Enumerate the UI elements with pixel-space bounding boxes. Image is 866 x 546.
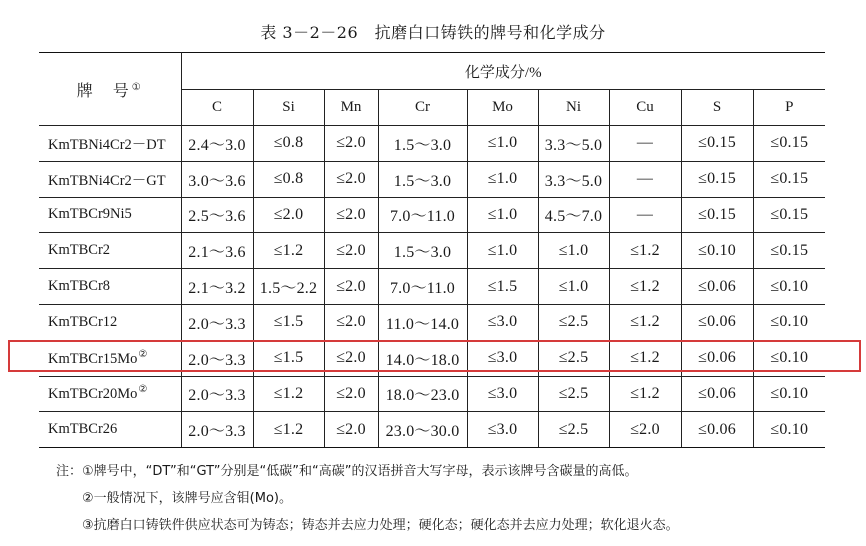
value-cell-cu: ≤1.2 [609, 304, 681, 340]
grade-name: KmTBCr26 [48, 421, 118, 438]
grade-name: KmTBCr15Mo [48, 350, 138, 367]
value-cell-si: ≤0.8 [253, 161, 324, 197]
table-row [39, 197, 825, 233]
value-cell-mo: ≤3.0 [467, 340, 538, 376]
value-cell-mn: ≤2.0 [324, 304, 378, 340]
composition-header: 化学成分/% [181, 53, 825, 90]
table-row [39, 412, 825, 448]
value-cell-si: ≤1.2 [253, 412, 324, 448]
value-cell-cu: ≤1.2 [609, 233, 681, 269]
element-header-p: P [753, 90, 825, 126]
value-cell-s: ≤0.15 [681, 126, 753, 162]
composition-table [39, 52, 825, 448]
value-cell-cr: 11.0～14.0 [378, 304, 467, 340]
value-cell-c: 2.0～3.3 [181, 304, 253, 340]
element-header-c: C [181, 90, 253, 126]
value-cell-ni: ≤2.5 [538, 376, 609, 412]
value-cell-cu: — [609, 126, 681, 162]
value-cell-si: ≤1.5 [253, 340, 324, 376]
element-header-ni: Ni [538, 90, 609, 126]
table-row [39, 269, 825, 305]
value-cell-s: ≤0.10 [681, 233, 753, 269]
value-cell-mn: ≤2.0 [324, 340, 378, 376]
value-cell-mo: ≤3.0 [467, 412, 538, 448]
value-cell-p: ≤0.10 [753, 412, 825, 448]
value-cell-mn: ≤2.0 [324, 197, 378, 233]
brand-column-header [39, 53, 181, 126]
grade-cell [39, 233, 181, 269]
value-cell-cu: ≤1.2 [609, 269, 681, 305]
value-cell-cr: 7.0～11.0 [378, 269, 467, 305]
grade-name: KmTBCr2 [48, 242, 111, 259]
grade-cell [39, 340, 181, 376]
value-cell-cu: ≤2.0 [609, 412, 681, 448]
value-cell-mn: ≤2.0 [324, 269, 378, 305]
grade-note: ② [138, 348, 148, 360]
grade-name: KmTBCr12 [48, 313, 118, 330]
grade-name: KmTBCr20Mo [48, 386, 138, 403]
value-cell-p: ≤0.10 [753, 376, 825, 412]
value-cell-si: 1.5～2.2 [253, 269, 324, 305]
grade-name: KmTBCr9Ni5 [48, 206, 132, 223]
value-cell-mo: ≤3.0 [467, 376, 538, 412]
table-title: 表 3－2－26 抗磨白口铸铁的牌号和化学成分 [260, 23, 606, 42]
value-cell-ni: ≤2.5 [538, 412, 609, 448]
value-cell-p: ≤0.10 [753, 269, 825, 305]
value-cell-s: ≤0.06 [681, 376, 753, 412]
value-cell-si: ≤1.5 [253, 304, 324, 340]
table-row [39, 161, 825, 197]
value-cell-p: ≤0.15 [753, 161, 825, 197]
value-cell-c: 3.0～3.6 [181, 161, 253, 197]
value-cell-mo: ≤1.0 [467, 197, 538, 233]
value-cell-c: 2.5～3.6 [181, 197, 253, 233]
value-cell-ni: ≤1.0 [538, 269, 609, 305]
value-cell-mo: ≤1.0 [467, 126, 538, 162]
value-cell-s: ≤0.06 [681, 304, 753, 340]
value-cell-si: ≤2.0 [253, 197, 324, 233]
grade-name: KmTBNi4Cr2－GT [48, 172, 166, 189]
value-cell-cu: — [609, 197, 681, 233]
grade-name: KmTBNi4Cr2－DT [48, 136, 166, 153]
value-cell-ni: ≤1.0 [538, 233, 609, 269]
value-cell-cu: ≤1.2 [609, 376, 681, 412]
table-notes [56, 458, 679, 539]
value-cell-c: 2.0～3.3 [181, 376, 253, 412]
value-cell-mn: ≤2.0 [324, 412, 378, 448]
grade-cell [39, 376, 181, 412]
value-cell-p: ≤0.15 [753, 126, 825, 162]
element-header-s: S [681, 90, 753, 126]
grade-cell [39, 197, 181, 233]
value-cell-cr: 1.5～3.0 [378, 233, 467, 269]
value-cell-ni: 3.3～5.0 [538, 161, 609, 197]
value-cell-cr: 23.0～30.0 [378, 412, 467, 448]
note-1: 注：①牌号中，“DT”和“GT”分别是“低碳”和“高碳”的汉语拼音大写字母，表示该牌号含碳量的高低。 [56, 464, 638, 479]
table-row [39, 126, 825, 162]
value-cell-p: ≤0.10 [753, 340, 825, 376]
note-3: ③抗磨白口铸铁件供应状态可为铸态；铸态并去应力处理；硬化态；硬化态并去应力处理；软化退火态。 [82, 518, 679, 533]
element-header-mo: Mo [467, 90, 538, 126]
value-cell-c: 2.0～3.3 [181, 340, 253, 376]
grade-cell [39, 412, 181, 448]
value-cell-p: ≤0.15 [753, 233, 825, 269]
element-header-cu: Cu [609, 90, 681, 126]
value-cell-cu: ≤1.2 [609, 340, 681, 376]
value-cell-s: ≤0.15 [681, 161, 753, 197]
grade-cell [39, 269, 181, 305]
element-header-si: Si [253, 90, 324, 126]
value-cell-cr: 7.0～11.0 [378, 197, 467, 233]
value-cell-si: ≤0.8 [253, 126, 324, 162]
value-cell-mn: ≤2.0 [324, 161, 378, 197]
value-cell-cu: — [609, 161, 681, 197]
value-cell-c: 2.4～3.0 [181, 126, 253, 162]
value-cell-mo: ≤1.5 [467, 269, 538, 305]
value-cell-mn: ≤2.0 [324, 233, 378, 269]
value-cell-c: 2.1～3.6 [181, 233, 253, 269]
value-cell-c: 2.0～3.3 [181, 412, 253, 448]
value-cell-s: ≤0.06 [681, 269, 753, 305]
grade-note: ② [138, 384, 148, 396]
value-cell-cr: 1.5～3.0 [378, 161, 467, 197]
value-cell-ni: ≤2.5 [538, 304, 609, 340]
value-cell-mo: ≤1.0 [467, 233, 538, 269]
table-row [39, 304, 825, 340]
value-cell-s: ≤0.06 [681, 412, 753, 448]
value-cell-mn: ≤2.0 [324, 376, 378, 412]
value-cell-mo: ≤3.0 [467, 304, 538, 340]
value-cell-cr: 1.5～3.0 [378, 126, 467, 162]
value-cell-ni: ≤2.5 [538, 340, 609, 376]
grade-cell [39, 161, 181, 197]
value-cell-ni: 4.5～7.0 [538, 197, 609, 233]
value-cell-c: 2.1～3.2 [181, 269, 253, 305]
table-row [39, 376, 825, 412]
value-cell-p: ≤0.10 [753, 304, 825, 340]
value-cell-cr: 18.0～23.0 [378, 376, 467, 412]
element-header-cr: Cr [378, 90, 467, 126]
brand-header-note: ① [131, 81, 143, 93]
brand-header-label: 牌 号 [76, 82, 131, 100]
grade-name: KmTBCr8 [48, 278, 111, 295]
grade-cell [39, 126, 181, 162]
value-cell-si: ≤1.2 [253, 233, 324, 269]
table-row [39, 233, 825, 269]
value-cell-si: ≤1.2 [253, 376, 324, 412]
value-cell-p: ≤0.15 [753, 197, 825, 233]
value-cell-cr: 14.0～18.0 [378, 340, 467, 376]
note-2: ②一般情况下，该牌号应含钼(Mo)。 [82, 491, 292, 506]
value-cell-s: ≤0.15 [681, 197, 753, 233]
value-cell-mn: ≤2.0 [324, 126, 378, 162]
value-cell-s: ≤0.06 [681, 340, 753, 376]
grade-cell [39, 304, 181, 340]
value-cell-mo: ≤1.0 [467, 161, 538, 197]
table-row [39, 340, 825, 376]
element-header-mn: Mn [324, 90, 378, 126]
value-cell-ni: 3.3～5.0 [538, 126, 609, 162]
